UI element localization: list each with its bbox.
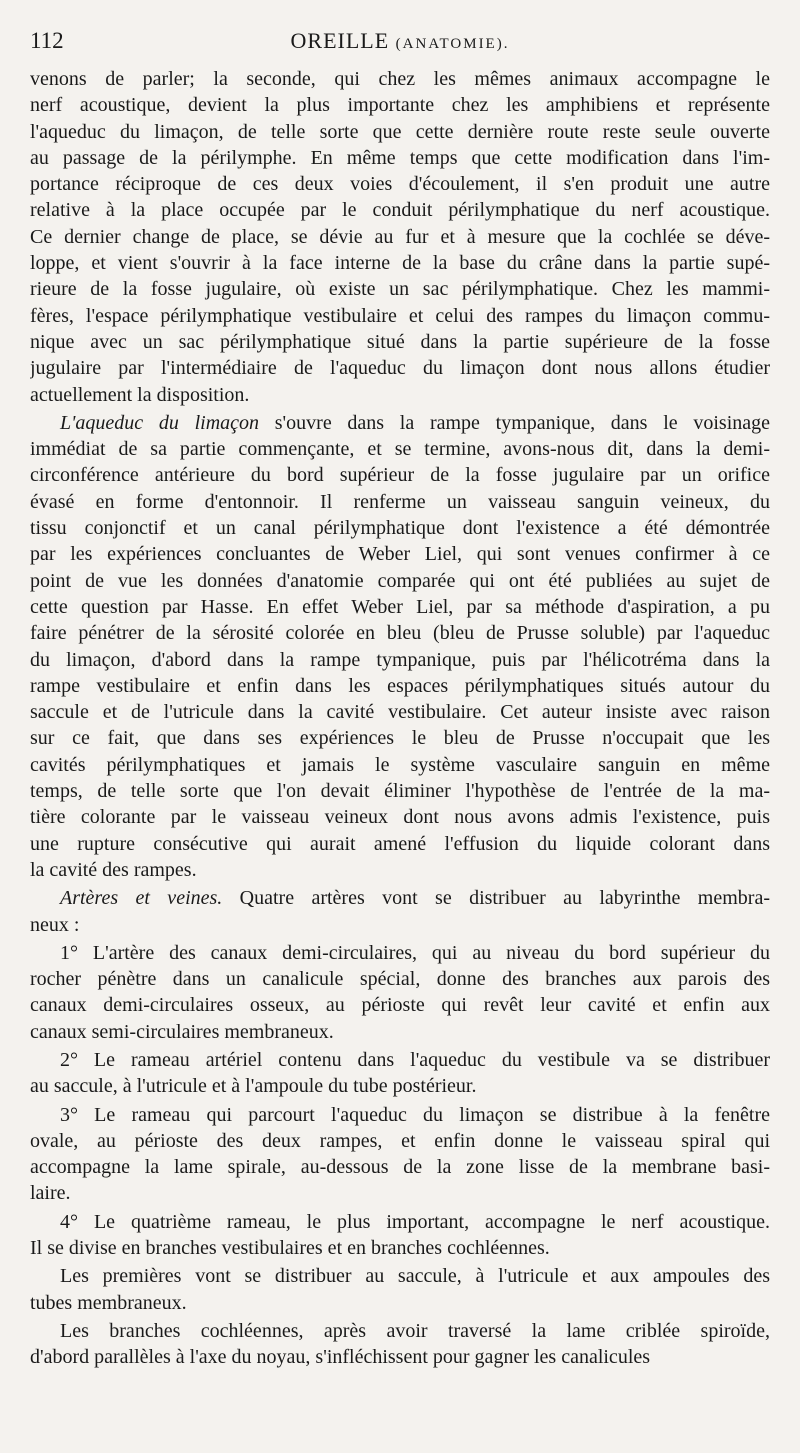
paragraph [30,1102,770,1207]
text-line: sur ce fait, que dans ses expériences le bleu de Prusse n'occupait que les [30,727,770,750]
italic-lead: L'aqueduc du limaçon [60,411,260,434]
text-line: jugulaire par l'intermédiaire de l'aqueduc du limaçon dont nous allons étudier [30,357,770,380]
text-line: l'aqueduc du limaçon, de telle sorte que cette dernière route reste seule ouverte [30,120,770,143]
text-line: immédiat de sa partie commençante, et se termine, avons-nous dit, dans la demi- [30,438,770,461]
text-line: actuellement la disposition. [30,383,250,406]
running-title-sub: (ANATOMIE). [395,36,510,52]
text-line: loppe, et vient s'ouvrir à la face interne de la base du crâne dans la partie supé- [30,252,770,275]
text-line: temps, de telle sorte que l'on devait éliminer l'hypothèse de l'entrée de la ma- [30,780,770,803]
text-line: faire pénétrer de la sérosité colorée en bleu (bleu de Prusse soluble) par l'aqueduc [30,622,770,645]
text-line: cette question par Hasse. En effet Weber Liel, par sa méthode d'aspiration, a pu [30,595,770,618]
text-line: Les premières vont se distribuer au saccule, à l'utricule et aux ampoules des [60,1265,770,1288]
text-line: rocher pénètre dans un canalicule spécial, donne des branches aux parois des [30,968,770,991]
text-line: Ce dernier change de place, se dévie au fur et à mesure que la cochlée se déve- [30,225,770,248]
text-line: une rupture consécutive qui aurait amené l'effusion du liquide colorant dans [30,832,770,855]
text-line: fères, l'espace périlymphatique vestibulaire et celui des rampes du limaçon commu- [30,304,770,327]
text-line: 1° L'artère des canaux demi-circulaires, qui au niveau du bord supérieur du [60,941,770,964]
paragraph [30,1209,770,1262]
text-line: neux : [30,913,80,936]
text-line: accompagne la lame spirale, au-dessous de la zone lisse de la membrane basi- [30,1156,770,1179]
paragraph [30,1047,770,1100]
page-number: 112 [30,28,64,53]
text-line: venons de parler; la seconde, qui chez les mêmes animaux accompagne le [30,68,770,90]
text-line: nique avec un sac périlymphatique situé dans la partie supérieure de la fosse [30,330,770,353]
running-title-main: OREILLE [290,28,390,53]
text-line: saccule et de l'utricule dans la cavité vestibulaire. Cet auteur insiste avec raison [30,701,770,724]
text-line: canaux demi-circulaires osseux, au périoste qui revêt leur cavité et enfin aux [30,994,770,1017]
text-line: d'abord parallèles à l'axe du noyau, s'infléchissent pour gagner les canalicules [30,1346,651,1369]
text-line: L'aqueduc du limaçon s'ouvre dans la rampe tympanique, dans le voisinage [60,411,770,434]
text-line: canaux semi-circulaires membraneux. [30,1020,334,1043]
text-line: portance réciproque de ces deux voies d'écoulement, il s'en produit une autre [30,173,770,196]
text-line: Il se divise en branches vestibulaires et en branches cochléennes. [30,1237,550,1260]
paragraph [30,885,770,938]
body-text [30,66,770,1371]
paragraph [30,1263,770,1316]
text-line: cavités périlymphatiques et jamais le système vasculaire sanguin en même [30,753,770,776]
italic-lead: Artères et veines. [60,887,223,910]
page-header [30,28,770,58]
text-line: par les expériences concluantes de Weber Liel, qui sont venues confirmer à ce [30,543,770,566]
text-line: évasé en forme d'entonnoir. Il renferme un vaisseau sanguin veineux, du [30,490,770,513]
text-line: point de vue les données d'anatomie comparée qui ont été publiées au sujet de [30,569,770,592]
running-title [30,28,770,54]
text-line: rampe vestibulaire et enfin dans les espaces périlymphatiques situés autour du [30,674,770,697]
text-line: rieure de la fosse jugulaire, où existe un sac périlymphatique. Chez les mammi- [30,278,770,301]
text-line: au passage de la périlymphe. En même temps que cette modification dans l'im- [30,146,770,169]
text-line: au saccule, à l'utricule et à l'ampoule du tube postérieur. [30,1075,477,1098]
text-line: nerf acoustique, devient la plus importante chez les amphibiens et représente [30,94,770,117]
text-line: 4° Le quatrième rameau, le plus important, accompagne le nerf acoustique. [60,1210,770,1233]
text-line: Artères et veines. Quatre artères vont se distribuer au labyrinthe membra- [60,887,770,910]
text-line: relative à la place occupée par le conduit périlymphatique du nerf acoustique. [30,199,770,222]
text-line: 3° Le rameau qui parcourt l'aqueduc du limaçon se distribue à la fenêtre [60,1103,770,1126]
paragraph [30,1318,770,1371]
text-line: tière colorante par le vaisseau veineux dont nous avons admis l'existence, puis [30,806,770,829]
text-line: tubes membraneux. [30,1291,187,1314]
text-line: ovale, au périoste des deux rampes, et enfin donne le vaisseau spiral qui [30,1129,770,1152]
text-line: tissu conjonctif et un canal périlymphatique dont l'existence a été démontrée [30,517,770,540]
text-line: 2° Le rameau artériel contenu dans l'aqueduc du vestibule va se distribuer [60,1048,770,1071]
text-line: laire. [30,1182,71,1205]
text-line: Les branches cochléennes, après avoir traversé la lame criblée spiroïde, [60,1319,770,1342]
paragraph [30,940,770,1045]
paragraph [30,66,770,408]
text-line: circonférence antérieure du bord supérieur de la fosse jugulaire par un orifice [30,464,770,487]
paragraph [30,410,770,883]
text-line: la cavité des rampes. [30,858,197,881]
text-line: du limaçon, d'abord dans la rampe tympanique, puis par l'hélicotréma dans la [30,648,770,671]
